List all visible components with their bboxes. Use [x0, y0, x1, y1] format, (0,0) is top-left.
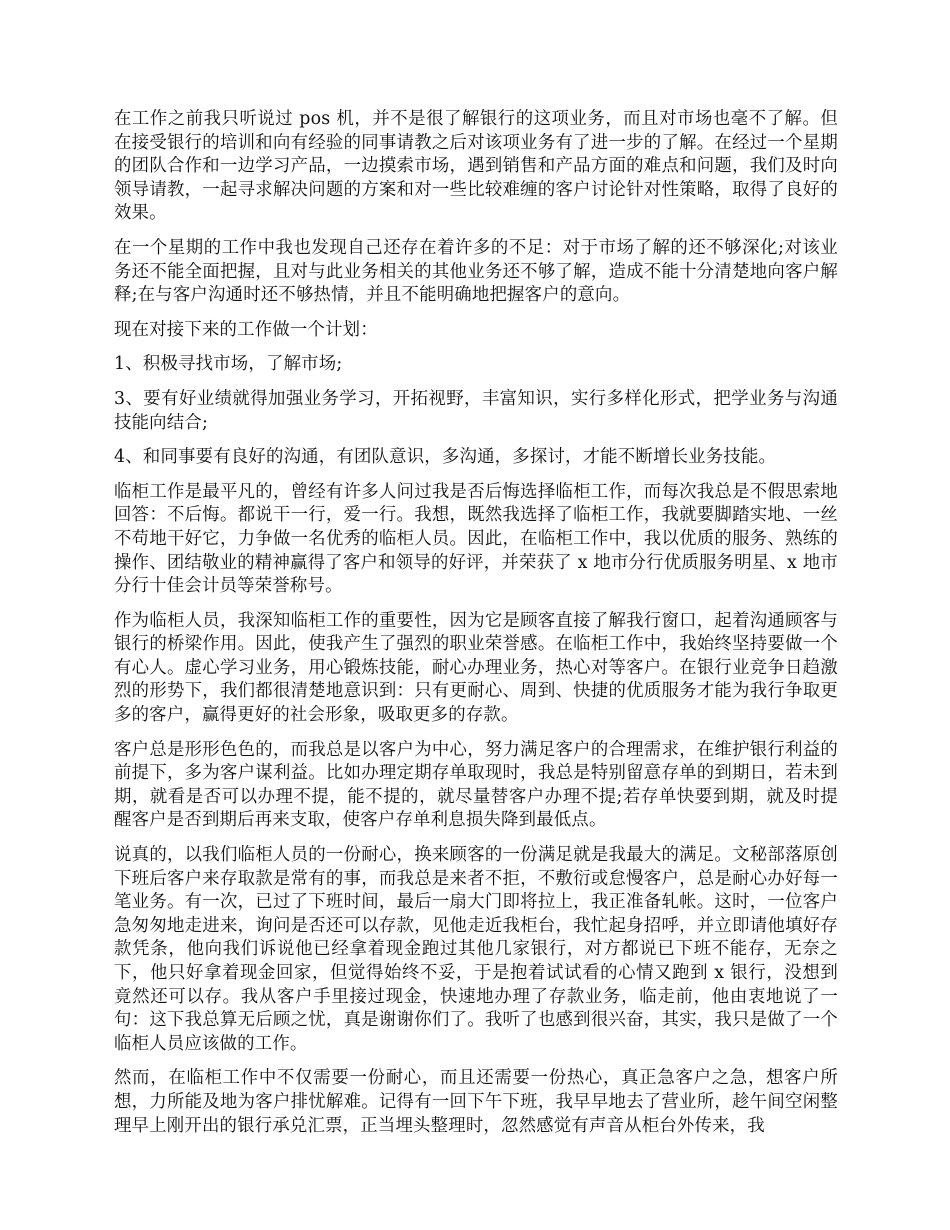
paragraph-plan-intro: 现在对接下来的工作做一个计划： [114, 319, 378, 340]
plan-item-4: 4、和同事要有良好的沟通，有团队意识，多沟通，多探讨，才能不断增长业务技能。 [114, 447, 777, 468]
document-body [114, 108, 838, 1149]
plan-item-1: 1、积极寻找市场，了解市场; [114, 354, 343, 375]
plan-item-3: 3、要有好业绩就得加强业务学习，开拓视野，丰富知识，实行多样化形式，把学业务与沟通技能向结合; [114, 388, 838, 433]
paragraph-counter-importance: 作为临柜人员，我深知临柜工作的重要性，因为它是顾客直接了解我行窗口，起着沟通顾客与银行的桥梁作用。因此，使我产生了强烈的职业荣誉感。在临柜工作中，我始终坚持要做一个有心人。虚心学习业务，用心锻炼技能，耐心办理业务，热心对等客户。在银行业竞争日趋激烈的形势下，我们都很清楚地意识到：只有更耐心、周到、快捷的优质服务才能为我行争取更多的客户，赢得更好的社会形象，吸取更多的存款。 [114, 610, 838, 726]
paragraph-patience-story: 说真的，以我们临柜人员的一份耐心，换来顾客的一份满足就是我最大的满足。文秘部落原创下班后客户来存取款是常有的事，而我总是来者不拒，不敷衍或怠慢客户，总是耐心办好每一笔业务。有一次，已过了下班时间，最后一扇大门即将拉上，我正准备轧帐。这时，一位客户急匆匆地走进来，询问是否还可以存款，见他走近我柜台，我忙起身招呼，并立即请他填好存款凭条，他向我们诉说他已经拿着现金跑过其他几家银行，对方都说已下班不能存，无奈之下，他只好拿着现金回家，但觉得始终不妥，于是抱着试试看的心情又跑到 x 银行，没想到竟然还可以存。我从客户手里接过现金，快速地办理了存款业务，临走前，他由衷地说了一句：这下我总算无后顾之忧，真是谢谢你们了。我听了也感到很兴奋，其实，我只是做了一个临柜人员应该做的工作。 [114, 845, 838, 1054]
paragraph-shortcomings: 在一个星期的工作中我也发现自己还存在着许多的不足：对于市场了解的还不够深化;对该业务还不能全面把握，且对与此业务相关的其他业务还不够了解，造成不能十分清楚地向客户解释;在与客户沟通时还不够热情，并且不能明确地把握客户的意向。 [114, 237, 838, 306]
paragraph-pos-intro: 在工作之前我只听说过 pos 机，并不是很了解银行的这项业务，而且对市场也毫不了解。但在接受银行的培训和向有经验的同事请教之后对该项业务有了进一步的了解。在经过一个星期的团队合作和一边学习产品，一边摸索市场，遇到销售和产品方面的难点和问题，我们及时向领导请教，一起寻求解决问题的方案和对一些比较难缠的客户讨论针对性策略，取得了良好的效果。 [114, 109, 838, 224]
paragraph-customer-service: 客户总是形形色色的，而我总是以客户为中心，努力满足客户的合理需求，在维护银行利益的前提下，多为客户谋利益。比如办理定期存单取现时，我总是特别留意存单的到期日，若未到期，就看是否可以办理不提，能不提的，就尽量替客户办理不提;若存单快要到期，就及时提醒客户是否到期后再来支取，使客户存单利息损失降到最低点。 [114, 739, 838, 831]
paragraph-enthusiasm: 然而，在临柜工作中不仅需要一份耐心，而且还需要一份热心，真正急客户之急，想客户所想，力所能及地为客户排忧解难。记得有一回下午下班，我早早地去了营业所，趁午间空闲整理早上刚开出的银行承兑汇票，正当埋头整理时，忽然感觉有声音从柜台外传来，我 [114, 1068, 838, 1136]
paragraph-counter-work: 临柜工作是最平凡的，曾经有许多人问过我是否后悔选择临柜工作，而每次我总是不假思索地回答：不后悔。都说干一行，爱一行。我想，既然我选择了临柜工作，我就要脚踏实地、一丝不苟地干好它，力争做一名优秀的临柜人员。因此，在临柜工作中，我以优质的服务、熟练的操作、团结敬业的精神赢得了客户和领导的好评，并荣获了 x 地市分行优质服务明星、x 地市分行十佳会计员等荣誉称号。 [114, 481, 838, 597]
